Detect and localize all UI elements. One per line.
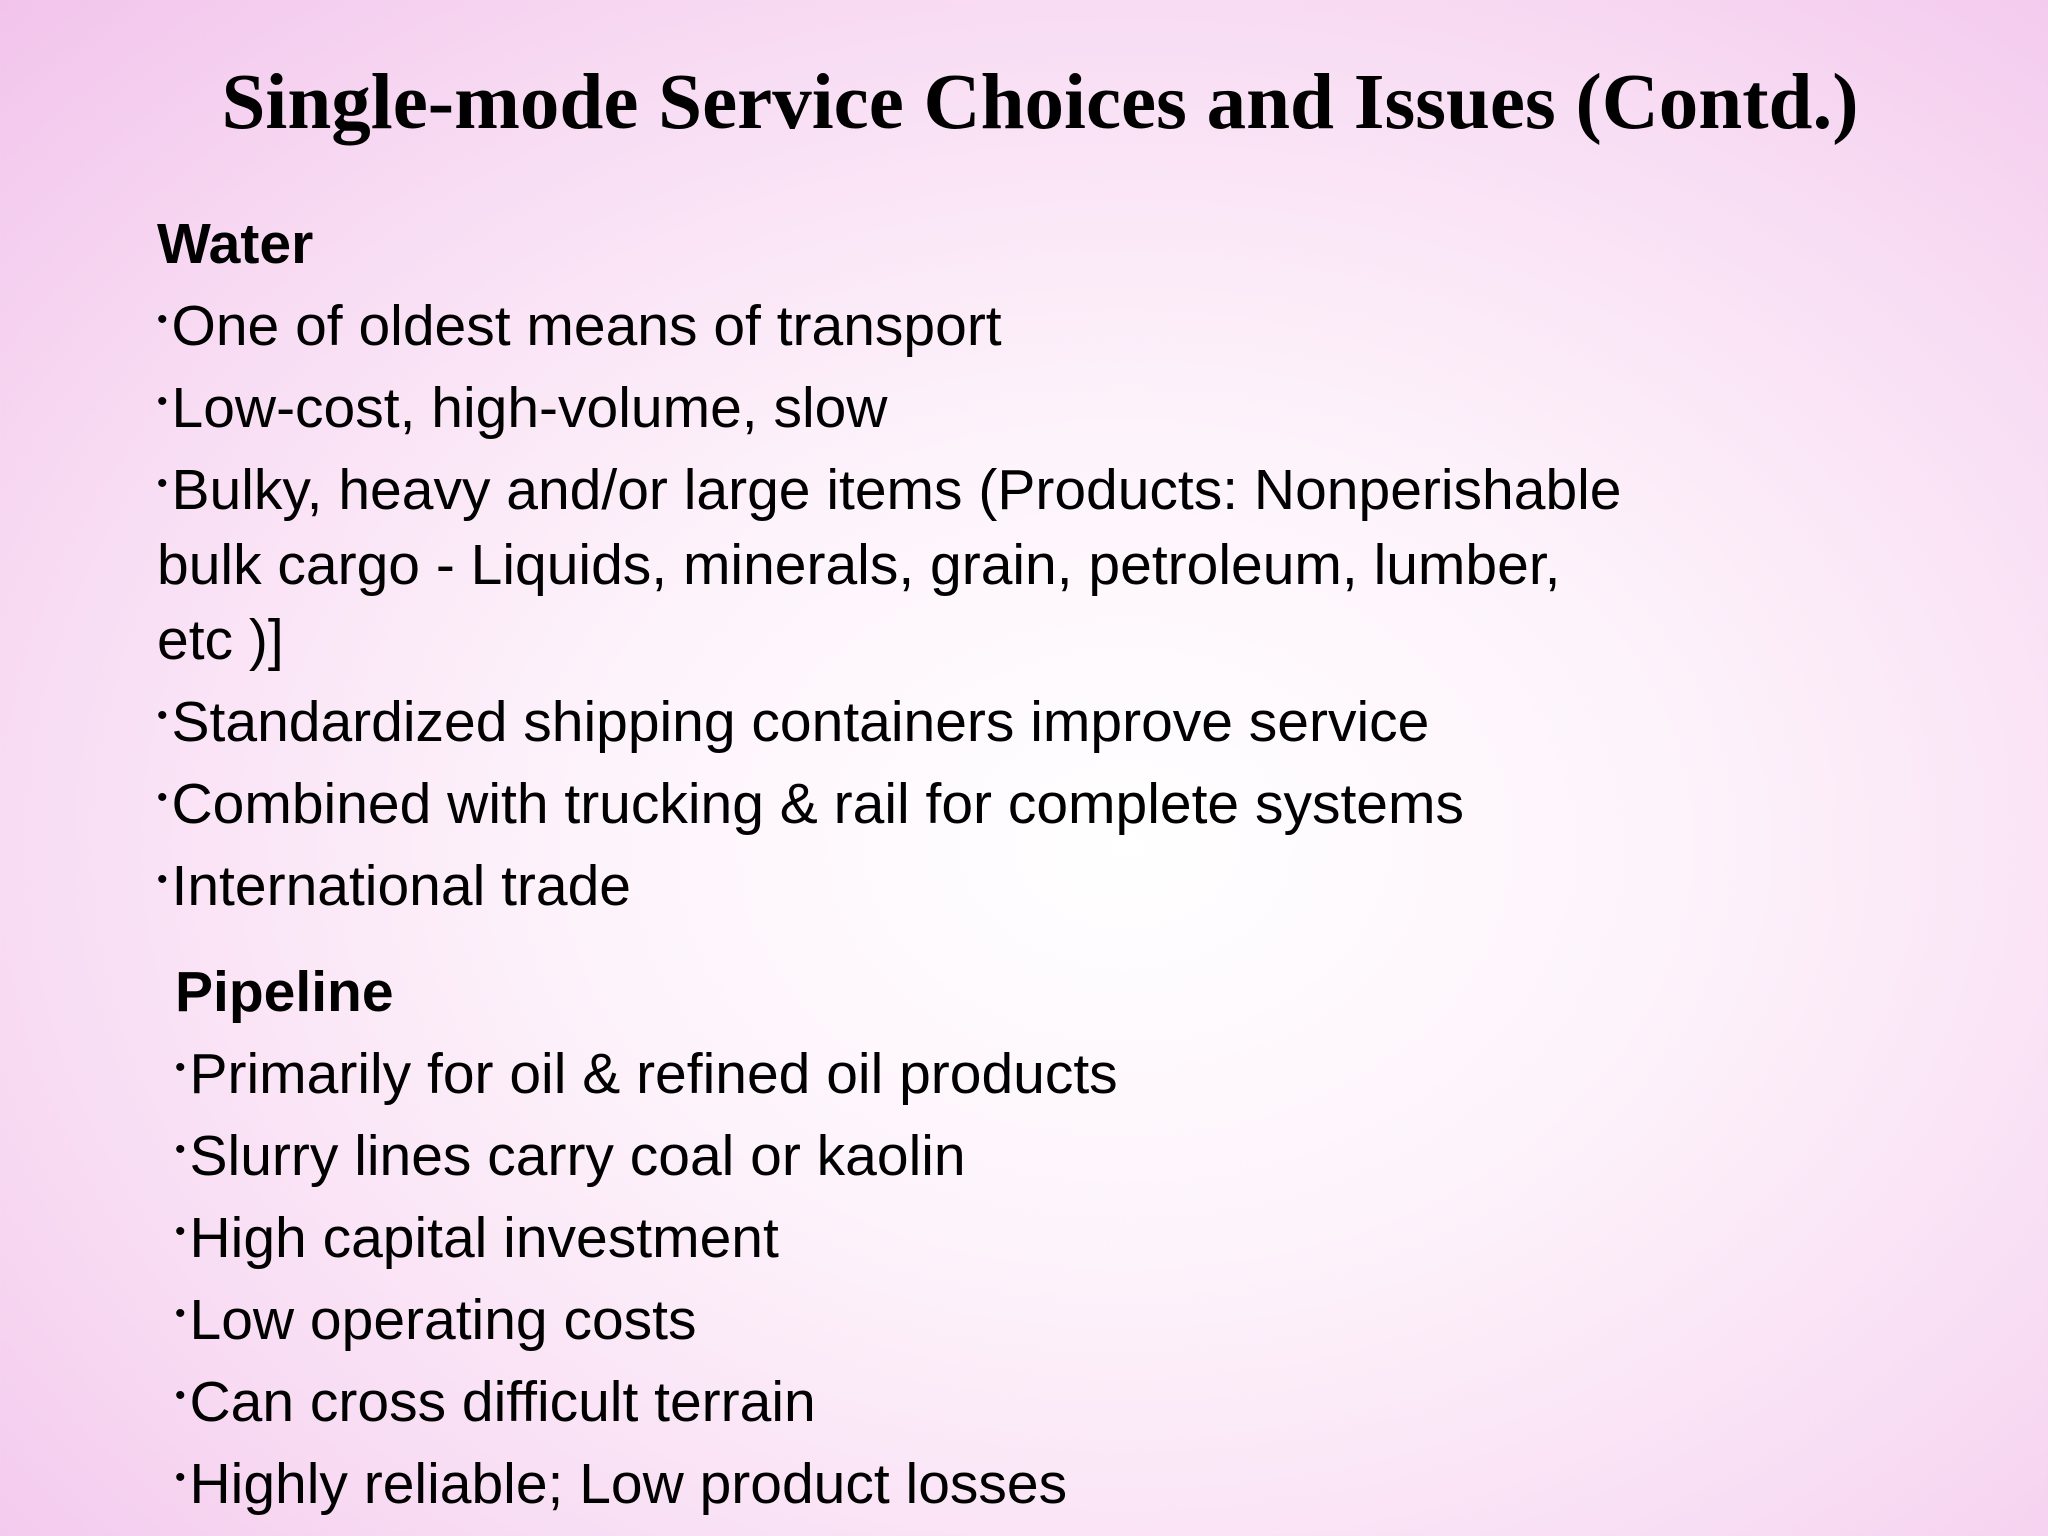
pipeline-bullet-terrain xyxy=(175,1358,1118,1440)
pipeline-bullet-slurry xyxy=(175,1112,1118,1194)
pipeline-bullet-text: Slurry lines carry coal or kaolin xyxy=(189,1124,966,1188)
water-bullet-text-continued: etc )] xyxy=(157,608,284,672)
water-bullet-containers xyxy=(157,678,1622,760)
bullet-icon: • xyxy=(157,385,168,418)
pipeline-bullet-text: Highly reliable; Low product losses xyxy=(189,1452,1068,1516)
pipeline-bullet-text: Primarily for oil & refined oil products xyxy=(189,1042,1118,1106)
water-bullet-text-continued: bulk cargo - Liquids, minerals, grain, petroleum, lumber, xyxy=(157,533,1561,597)
bullet-icon: • xyxy=(157,303,168,336)
bullet-icon: • xyxy=(175,1051,186,1084)
bullet-icon: • xyxy=(175,1133,186,1166)
pipeline-bullet-text: Low operating costs xyxy=(189,1288,697,1352)
water-section xyxy=(157,207,1622,924)
pipeline-bullet-oil xyxy=(175,1030,1118,1112)
bullet-icon: • xyxy=(175,1215,186,1248)
water-bullet-text: One of oldest means of transport xyxy=(171,294,1002,358)
water-bullet-international xyxy=(157,842,1622,924)
pipeline-bullet-capital xyxy=(175,1194,1118,1276)
bullet-icon: • xyxy=(157,699,168,732)
water-bullet-combined xyxy=(157,760,1622,842)
bullet-icon: • xyxy=(157,863,168,896)
water-heading: Water xyxy=(157,212,314,276)
water-bullet-oldest-means xyxy=(157,282,1622,364)
pipeline-bullet-reliable xyxy=(175,1440,1118,1522)
water-bullet-text: International trade xyxy=(171,854,631,918)
pipeline-bullet-operating xyxy=(175,1276,1118,1358)
bullet-icon: • xyxy=(157,467,168,500)
water-bullet-text: Low-cost, high-volume, slow xyxy=(171,376,888,440)
water-bullet-text: Standardized shipping containers improve service xyxy=(171,690,1430,754)
water-bullet-text: Combined with trucking & rail for complete systems xyxy=(171,772,1464,836)
pipeline-bullet-text: High capital investment xyxy=(189,1206,779,1270)
bullet-icon: • xyxy=(175,1461,186,1494)
water-bullet-bulky-items xyxy=(157,446,1622,678)
pipeline-heading: Pipeline xyxy=(175,960,394,1024)
slide-title: Single-mode Service Choices and Issues (Contd.) xyxy=(221,59,1859,146)
bullet-icon: • xyxy=(175,1297,186,1330)
bullet-icon: • xyxy=(175,1379,186,1412)
bullet-icon: • xyxy=(157,781,168,814)
pipeline-bullet-text: Can cross difficult terrain xyxy=(189,1370,816,1434)
water-bullet-low-cost xyxy=(157,364,1622,446)
water-bullet-text: Bulky, heavy and/or large items (Products: Nonperishable xyxy=(171,458,1622,522)
pipeline-section xyxy=(175,955,1118,1522)
